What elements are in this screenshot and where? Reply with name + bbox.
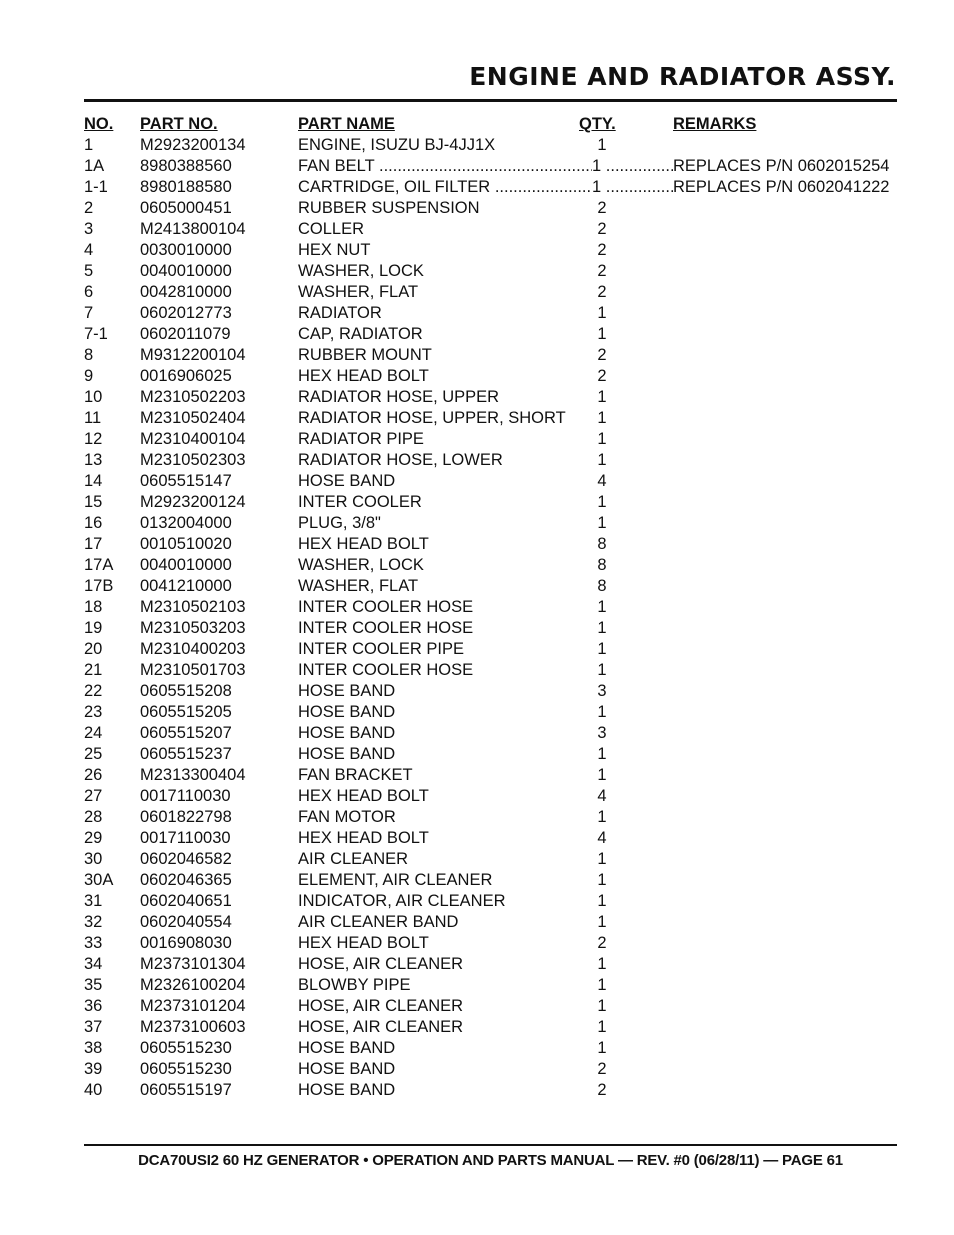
table-row bbox=[84, 471, 897, 492]
part-name: BLOWBY PIPE bbox=[298, 976, 411, 994]
part-name: WASHER, LOCK bbox=[298, 556, 424, 574]
part-qty: 8 bbox=[597, 577, 607, 595]
part-name: RADIATOR HOSE, LOWER bbox=[298, 451, 503, 469]
part-name: HEX HEAD BOLT bbox=[298, 367, 429, 385]
part-number: 0010510020 bbox=[140, 535, 232, 553]
part-number-index: 39 bbox=[84, 1060, 103, 1078]
header-part-name: PART NAME bbox=[298, 115, 395, 133]
part-number: M2373101304 bbox=[140, 955, 246, 973]
table-row bbox=[84, 849, 897, 870]
part-name: RADIATOR HOSE, UPPER bbox=[298, 388, 500, 406]
part-number: 0042810000 bbox=[140, 283, 232, 301]
part-number-index: 30 bbox=[84, 850, 103, 868]
table-row bbox=[84, 450, 897, 471]
part-qty: 1 bbox=[597, 136, 607, 154]
part-number-index: 12 bbox=[84, 430, 103, 448]
part-number: M2310400203 bbox=[140, 640, 246, 658]
part-number-index: 33 bbox=[84, 934, 103, 952]
part-name: HOSE BAND bbox=[298, 1081, 396, 1099]
table-row bbox=[84, 828, 897, 849]
part-qty: 1 bbox=[597, 745, 607, 763]
part-number-index: 20 bbox=[84, 640, 103, 658]
part-name: INTER COOLER HOSE bbox=[298, 598, 474, 616]
part-name: INTER COOLER HOSE bbox=[298, 661, 474, 679]
part-number-index: 38 bbox=[84, 1039, 103, 1057]
part-qty: 1 bbox=[597, 997, 607, 1015]
part-qty: 2 bbox=[597, 1081, 607, 1099]
part-qty: 2 bbox=[597, 346, 607, 364]
table-row bbox=[84, 786, 897, 807]
part-qty: 1 bbox=[597, 808, 607, 826]
part-name: FAN BELT ..... bbox=[298, 156, 592, 177]
part-number: 0605515197 bbox=[140, 1081, 232, 1099]
part-name: PLUG, 3/8" bbox=[298, 514, 381, 532]
part-number-index: 6 bbox=[84, 283, 94, 301]
page-footer: DCA70USI2 60 HZ GENERATOR • OPERATION AND PARTS MANUAL — REV. #0 (06/28/11) — PAGE 61 bbox=[138, 1152, 843, 1169]
part-qty: 3 bbox=[597, 682, 607, 700]
part-number: M2310502203 bbox=[140, 388, 246, 406]
table-row bbox=[84, 744, 897, 765]
part-name: HOSE BAND bbox=[298, 682, 396, 700]
table-row bbox=[84, 765, 897, 786]
footer-rule bbox=[84, 1144, 897, 1146]
part-qty: 1 bbox=[597, 619, 607, 637]
table-row bbox=[84, 345, 897, 366]
part-qty: 2 bbox=[597, 283, 607, 301]
part-qty: 1 bbox=[597, 493, 607, 511]
part-number-index: 11 bbox=[84, 409, 102, 427]
parts-table bbox=[84, 114, 897, 1101]
part-name: HOSE BAND bbox=[298, 1060, 396, 1078]
part-name: INDICATOR, AIR CLEANER bbox=[298, 892, 506, 910]
part-number: 0601822798 bbox=[140, 808, 232, 826]
part-number: 0016908030 bbox=[140, 934, 232, 952]
part-qty: 1 bbox=[597, 703, 607, 721]
part-number: 0041210000 bbox=[140, 577, 232, 595]
part-number-index: 16 bbox=[84, 514, 103, 532]
part-qty: 4 bbox=[597, 829, 607, 847]
table-row bbox=[84, 135, 897, 156]
part-qty: 2 bbox=[597, 367, 607, 385]
part-name: RUBBER SUSPENSION bbox=[298, 199, 480, 217]
table-row bbox=[84, 1017, 897, 1038]
part-number: 0132004000 bbox=[140, 514, 232, 532]
part-number-index: 10 bbox=[84, 388, 103, 406]
part-qty: 3 bbox=[597, 724, 607, 742]
part-number-index: 37 bbox=[84, 1018, 103, 1036]
part-number: M2310502303 bbox=[140, 451, 246, 469]
part-number: 0040010000 bbox=[140, 262, 232, 280]
part-number-index: 17B bbox=[84, 577, 114, 595]
part-number: M9312200104 bbox=[140, 346, 246, 364]
part-number-index: 3 bbox=[84, 220, 94, 238]
part-number: 0602040554 bbox=[140, 913, 232, 931]
part-qty: 1 bbox=[597, 325, 607, 343]
table-row bbox=[84, 324, 897, 345]
part-number: 0602012773 bbox=[140, 304, 232, 322]
part-name: WASHER, LOCK bbox=[298, 262, 424, 280]
table-row bbox=[84, 303, 897, 324]
part-number-index: 7-1 bbox=[84, 325, 108, 343]
part-name: HEX HEAD BOLT bbox=[298, 829, 429, 847]
table-row bbox=[84, 660, 897, 681]
part-qty: 1 bbox=[597, 892, 607, 910]
part-number-index: 35 bbox=[84, 976, 103, 994]
part-number: M2310503203 bbox=[140, 619, 246, 637]
part-name: WASHER, FLAT bbox=[298, 283, 419, 301]
part-qty: 1 bbox=[597, 451, 607, 469]
part-name: COLLER bbox=[298, 220, 365, 238]
part-qty: 1 bbox=[597, 640, 607, 658]
part-remarks: REPLACES P/N 0602015254 bbox=[673, 157, 890, 175]
part-name: RADIATOR HOSE, UPPER, SHORT bbox=[298, 409, 566, 427]
table-row bbox=[84, 597, 897, 618]
part-number: 0605000451 bbox=[140, 199, 232, 217]
table-row bbox=[84, 1080, 897, 1101]
table-row bbox=[84, 618, 897, 639]
table-row bbox=[84, 282, 897, 303]
part-number-index: 2 bbox=[84, 199, 94, 217]
part-number: M2313300404 bbox=[140, 766, 246, 784]
part-number: 0017110030 bbox=[140, 829, 231, 847]
part-name: AIR CLEANER bbox=[298, 850, 409, 868]
table-row bbox=[84, 870, 897, 891]
part-qty: 2 bbox=[597, 1060, 607, 1078]
part-name: FAN BRACKET bbox=[298, 766, 413, 784]
part-qty: 2 bbox=[597, 199, 607, 217]
table-row bbox=[84, 954, 897, 975]
part-name: HOSE, AIR CLEANER bbox=[298, 955, 464, 973]
part-number-index: 7 bbox=[84, 304, 94, 322]
part-number-index: 1A bbox=[84, 157, 105, 175]
part-name: INTER COOLER HOSE bbox=[298, 619, 474, 637]
part-number-index: 17 bbox=[84, 535, 103, 553]
part-number-index: 22 bbox=[84, 682, 103, 700]
part-number: 0017110030 bbox=[140, 787, 231, 805]
table-row bbox=[84, 555, 897, 576]
page-title: ENGINE AND RADIATOR ASSY. bbox=[469, 62, 896, 91]
part-number: 0030010000 bbox=[140, 241, 232, 259]
table-row bbox=[84, 240, 897, 261]
table-row bbox=[84, 198, 897, 219]
table-row bbox=[84, 891, 897, 912]
part-number: M2310502103 bbox=[140, 598, 246, 616]
part-number: M2373100603 bbox=[140, 1018, 246, 1036]
table-row bbox=[84, 408, 897, 429]
part-number: 0040010000 bbox=[140, 556, 232, 574]
part-number-index: 5 bbox=[84, 262, 94, 280]
part-qty: 2 bbox=[597, 220, 607, 238]
part-number-index: 34 bbox=[84, 955, 103, 973]
part-number-index: 14 bbox=[84, 472, 103, 490]
part-number-index: 27 bbox=[84, 787, 103, 805]
part-number-index: 23 bbox=[84, 703, 103, 721]
part-number: M2310400104 bbox=[140, 430, 246, 448]
part-qty: 2 bbox=[597, 241, 607, 259]
part-number: M2923200124 bbox=[140, 493, 246, 511]
table-row bbox=[84, 177, 897, 198]
header-no: NO. bbox=[84, 115, 114, 133]
part-qty: 2 bbox=[597, 934, 607, 952]
part-number: 0605515207 bbox=[140, 724, 232, 742]
part-number-index: 25 bbox=[84, 745, 103, 763]
part-name: HOSE BAND bbox=[298, 724, 396, 742]
table-row bbox=[84, 702, 897, 723]
part-number: 0605515147 bbox=[140, 472, 232, 490]
part-qty: 1 bbox=[597, 871, 607, 889]
table-body bbox=[84, 135, 897, 1101]
part-name: FAN MOTOR bbox=[298, 808, 396, 826]
table-row bbox=[84, 1059, 897, 1080]
part-number: 8980388560 bbox=[140, 157, 232, 175]
part-number: 0605515237 bbox=[140, 745, 232, 763]
part-number-index: 13 bbox=[84, 451, 103, 469]
part-number-index: 4 bbox=[84, 241, 94, 259]
part-number-index: 19 bbox=[84, 619, 103, 637]
part-qty: 4 bbox=[597, 787, 607, 805]
part-number-index: 8 bbox=[84, 346, 94, 364]
part-number: 8980188580 bbox=[140, 178, 232, 196]
part-number: M2413800104 bbox=[140, 220, 246, 238]
table-row bbox=[84, 534, 897, 555]
header-remarks: REMARKS bbox=[673, 115, 757, 133]
part-qty: 1 bbox=[597, 409, 607, 427]
part-qty: 4 bbox=[597, 472, 607, 490]
table-row bbox=[84, 681, 897, 702]
table-row bbox=[84, 1038, 897, 1059]
table-row bbox=[84, 933, 897, 954]
part-qty: 1 bbox=[597, 1018, 607, 1036]
part-number-index: 31 bbox=[84, 892, 103, 910]
table-row bbox=[84, 576, 897, 597]
table-row bbox=[84, 513, 897, 534]
part-name: RADIATOR PIPE bbox=[298, 430, 424, 448]
part-name: WASHER, FLAT bbox=[298, 577, 419, 595]
part-number: 0605515230 bbox=[140, 1039, 232, 1057]
part-number: M2373101204 bbox=[140, 997, 246, 1015]
part-name: HOSE, AIR CLEANER bbox=[298, 997, 464, 1015]
part-name: HEX HEAD BOLT bbox=[298, 535, 429, 553]
table-row bbox=[84, 723, 897, 744]
part-qty: 1 bbox=[597, 304, 607, 322]
part-number: 0016906025 bbox=[140, 367, 232, 385]
part-number-index: 9 bbox=[84, 367, 94, 385]
part-name: HOSE BAND bbox=[298, 745, 396, 763]
part-qty: 1 bbox=[597, 388, 607, 406]
part-name: HOSE BAND bbox=[298, 703, 396, 721]
part-number-index: 26 bbox=[84, 766, 103, 784]
part-name: HEX NUT bbox=[298, 241, 371, 259]
part-name: AIR CLEANER BAND bbox=[298, 913, 459, 931]
part-name: RADIATOR bbox=[298, 304, 382, 322]
part-name: INTER COOLER bbox=[298, 493, 422, 511]
part-qty: 1 bbox=[597, 913, 607, 931]
part-number-index: 17A bbox=[84, 556, 114, 574]
part-name: HOSE BAND bbox=[298, 472, 396, 490]
part-name: HEX HEAD BOLT bbox=[298, 934, 429, 952]
table-row bbox=[84, 156, 897, 177]
table-row bbox=[84, 975, 897, 996]
table-row bbox=[84, 429, 897, 450]
title-rule bbox=[84, 99, 897, 102]
part-number: M2310502404 bbox=[140, 409, 246, 427]
part-name: HOSE, AIR CLEANER bbox=[298, 1018, 464, 1036]
part-name: INTER COOLER PIPE bbox=[298, 640, 464, 658]
part-number-index: 1 bbox=[84, 136, 94, 154]
part-number-index: 15 bbox=[84, 493, 103, 511]
table-row bbox=[84, 912, 897, 933]
part-number-index: 21 bbox=[84, 661, 103, 679]
part-qty: 1 bbox=[597, 661, 607, 679]
table-row bbox=[84, 366, 897, 387]
part-number-index: 24 bbox=[84, 724, 103, 742]
part-number: 0602040651 bbox=[140, 892, 232, 910]
table-row bbox=[84, 261, 897, 282]
part-name: RUBBER MOUNT bbox=[298, 346, 432, 364]
part-qty: 1 bbox=[597, 1039, 607, 1057]
header-qty: QTY. bbox=[579, 115, 616, 133]
part-number: M2326100204 bbox=[140, 976, 246, 994]
part-number: 0602011079 bbox=[140, 325, 231, 343]
table-row bbox=[84, 639, 897, 660]
part-number-index: 18 bbox=[84, 598, 103, 616]
part-name: ENGINE, ISUZU BJ-4JJ1X bbox=[298, 136, 496, 154]
table-row bbox=[84, 996, 897, 1017]
part-qty: 1 ..... bbox=[592, 177, 673, 198]
part-number-index: 1-1 bbox=[84, 178, 108, 196]
part-number: M2310501703 bbox=[140, 661, 246, 679]
part-qty: 1 bbox=[597, 514, 607, 532]
part-name: HOSE BAND bbox=[298, 1039, 396, 1057]
part-number-index: 36 bbox=[84, 997, 103, 1015]
part-qty: 1 bbox=[597, 955, 607, 973]
part-number-index: 28 bbox=[84, 808, 103, 826]
table-row bbox=[84, 387, 897, 408]
part-number-index: 40 bbox=[84, 1081, 103, 1099]
part-qty: 8 bbox=[597, 556, 607, 574]
part-qty: 1 bbox=[597, 766, 607, 784]
part-name: HEX HEAD BOLT bbox=[298, 787, 429, 805]
part-remarks: REPLACES P/N 0602041222 bbox=[673, 178, 890, 196]
part-number-index: 32 bbox=[84, 913, 103, 931]
part-qty: 8 bbox=[597, 535, 607, 553]
part-name: CARTRIDGE, OIL FILTER ..... bbox=[298, 177, 592, 198]
header-part-no: PART NO. bbox=[140, 115, 218, 133]
part-number: 0605515208 bbox=[140, 682, 232, 700]
part-number-index: 30A bbox=[84, 871, 114, 889]
part-qty: 1 ..... bbox=[592, 156, 673, 177]
part-qty: 2 bbox=[597, 262, 607, 280]
part-name: CAP, RADIATOR bbox=[298, 325, 423, 343]
part-qty: 1 bbox=[597, 850, 607, 868]
part-number: 0602046582 bbox=[140, 850, 232, 868]
part-qty: 1 bbox=[597, 598, 607, 616]
table-header bbox=[84, 114, 897, 135]
table-row bbox=[84, 219, 897, 240]
part-number: 0602046365 bbox=[140, 871, 232, 889]
part-number: M2923200134 bbox=[140, 136, 246, 154]
part-qty: 1 bbox=[597, 430, 607, 448]
part-number-index: 29 bbox=[84, 829, 103, 847]
part-number: 0605515205 bbox=[140, 703, 232, 721]
part-name: ELEMENT, AIR CLEANER bbox=[298, 871, 493, 889]
table-row bbox=[84, 492, 897, 513]
table-row bbox=[84, 807, 897, 828]
part-number: 0605515230 bbox=[140, 1060, 232, 1078]
part-qty: 1 bbox=[597, 976, 607, 994]
